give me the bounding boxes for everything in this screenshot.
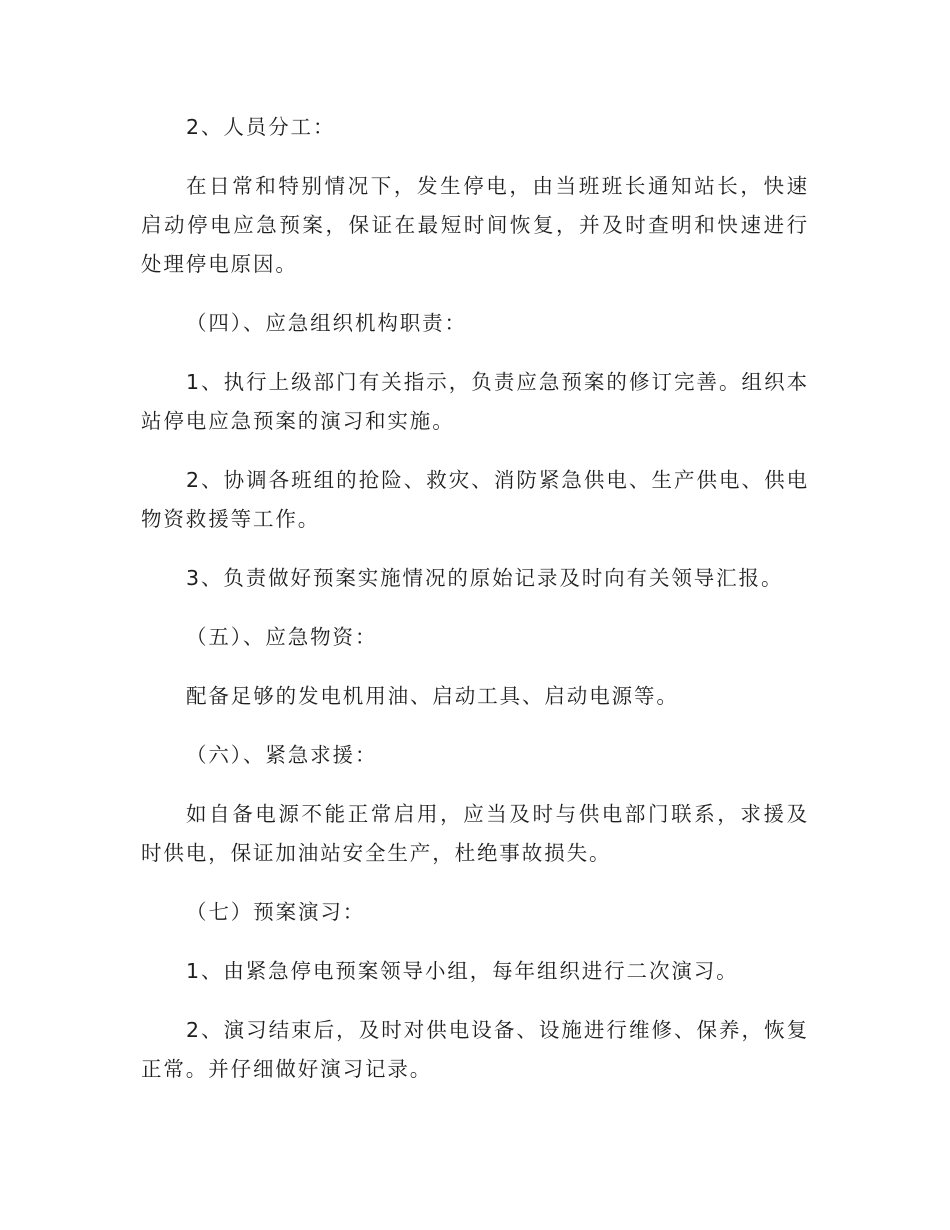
paragraph-duty-3: 3、负责做好预案实施情况的原始记录及时向有关领导汇报。 xyxy=(186,566,784,590)
paragraph-emergency-assistance: 如自备电源不能正常启用，应当及时与供电部门联系，求援及时供电，保证加油站安全生产，杜绝事故损失。 xyxy=(141,802,809,865)
paragraph-drill-1: 1、由紧急停电预案领导小组，每年组织进行二次演习。 xyxy=(186,959,739,983)
document-body xyxy=(141,108,809,1109)
section-heading-emergency-duties: （四）、应急组织机构职责： xyxy=(186,311,467,335)
section-heading-emergency-supplies: （五）、应急物资： xyxy=(186,625,378,649)
section-heading-staff-division: 2、人员分工： xyxy=(186,115,336,139)
paragraph-staff-division: 在日常和特别情况下，发生停电，由当班班长通知站长，快速启动停电应急预案，保证在最短时间恢复，并及时查明和快速进行处理停电原因。 xyxy=(141,174,809,276)
section-heading-emergency-assistance: （六）、紧急求援： xyxy=(186,743,378,767)
section-heading-drill: （七）预案演习： xyxy=(186,900,366,924)
paragraph-drill-2: 2、演习结束后，及时对供电设备、设施进行维修、保养，恢复正常。并仔细做好演习记录。 xyxy=(141,1018,809,1081)
paragraph-duty-2: 2、协调各班组的抢险、救灾、消防紧急供电、生产供电、供电物资救援等工作。 xyxy=(141,468,809,531)
paragraph-duty-1: 1、执行上级部门有关指示，负责应急预案的修订完善。组织本站停电应急预案的演习和实施。 xyxy=(141,370,809,433)
paragraph-emergency-supplies: 配备足够的发电机用油、启动工具、启动电源等。 xyxy=(186,684,679,708)
